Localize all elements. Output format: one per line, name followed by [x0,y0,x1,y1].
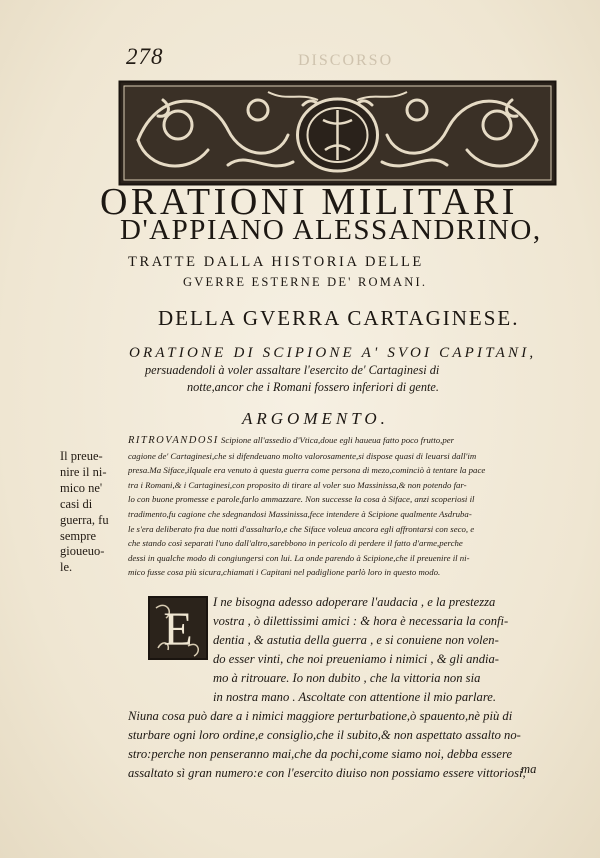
marginal-note-line: mico ne' [60,480,103,495]
bleed-through-text: DISCORSO [298,52,394,69]
marginal-note [60,449,126,576]
summary-line: mico fusse cosa più sicura,chiamati i Capitani nel padiglione parlò loro in questo modo. [128,567,441,578]
body-line: sturbare ogni loro ordine,e consiglio,che il subito,& non aspettato assalto no- [128,728,521,742]
subtitle-line-1: TRATTE DALLA HISTORIA DELLE [128,254,424,270]
oration-heading-line-2: persuadendoli à voler assaltare l'esercito de' Cartaginesi di [145,363,440,377]
summary-line: tra i Romani,& i Cartaginesi,con proposito di tirare al voler suo Massinissa,& non potendo far- [128,479,467,490]
summary-lead-word: RITROVANDOSI [128,435,219,446]
catchword: ma [521,762,537,776]
argomento-heading: ARGOMENTO. [242,409,389,428]
summary-line: dessi in qualche modo di congiungersi con lui. La onde parendo à Scipione,che il preuenire il ni- [128,552,470,563]
marginal-note-line: nire il ni- [60,464,107,479]
marginal-note-line: guerra, fu [60,512,109,527]
section-title: DELLA GVERRA CARTAGINESE. [158,306,520,330]
headpiece-ornament [118,80,557,186]
body-line: mo à ritrouare. Io non dubito , che la vittoria non sia [213,671,481,685]
body-line: stro:perche non penseranno mai,che da pochi,come siamo noi, debba essere [128,747,513,761]
body-line: do esser vinti, che noi preueniamo i nimici , & gli andia- [213,652,499,666]
oration-heading-caps: ORATIONE DI SCIPIONE A' SVOI CAPITANI, [129,345,537,361]
summary-line: cagione de' Cartaginesi,che si difendeuano molto valorosamente,si dispose quasi di leuarsi dall'im [128,450,477,461]
summary-line: tradimento,fu cagione che sdegnandosi Massinissa,fece intendere à Scipione qualmente Asdruba- [128,508,472,519]
body-line: Niuna cosa può dare a i nimici maggiore perturbatione,ò spauento,nè più di [128,709,513,723]
marginal-note-line: gioueuo- [60,544,105,559]
summary-line: che stando così separati l'uno dall'altro,sarebbono in pericolo di perdere il fatto d'arme,perche [128,538,463,549]
body-line: vostra , ò dilettissimi amici : & hora è necessaria la confi- [213,614,509,628]
oration-body [128,593,570,783]
summary-line: le s'era deliberato fra due notti d'assaltarlo,e che Siface voleua ancora egli affrontarsi con seco, e [128,523,475,534]
marginal-note-line: casi di [60,496,93,511]
oration-heading-line-3: notte,ancor che i Romani fossero inferiori di gente. [187,380,439,394]
subtitle-line-2: GVERRE ESTERNE DE' ROMANI. [183,275,428,289]
body-line: I ne bisogna adesso adoperare l'audacia , e la prestezza [213,595,496,609]
marginal-note-line: Il preue- [60,449,103,463]
page-number: 278 [126,44,164,69]
svg-text:E: E [163,603,193,656]
marginal-note-line: sempre [60,528,97,543]
marginal-note-line: le. [60,560,73,575]
oration-heading [129,345,569,396]
body-line: assaltato sì gran numero:e con l'esercito diuiso non possiamo essere vittoriosi, [128,766,526,780]
summary-line: lo con buone promesse e parole,farlo ammazzare. Non successe la cosa à Siface, anzi scoperiosi il [128,494,475,505]
body-line: in nostra mano . Ascoltate con attentione il mio parlare. [213,690,496,704]
title-line-2: D'APPIANO ALESSANDRINO, [120,214,542,246]
argument-summary [128,433,568,580]
summary-line: presa.Ma Siface,ilquale era venuto à questa guerra come persona di mezo,cominciò à tentare la pace [128,465,486,476]
body-line: dentia , & astutia della guerra , e si conuiene non volen- [213,633,499,647]
title-line-1: ORATIONI MILITARI [100,181,519,223]
summary-line: RITROVANDOSI Scipione all'assedio d'Vtica,doue egli haueua fatto poco frutto,per [128,435,455,446]
